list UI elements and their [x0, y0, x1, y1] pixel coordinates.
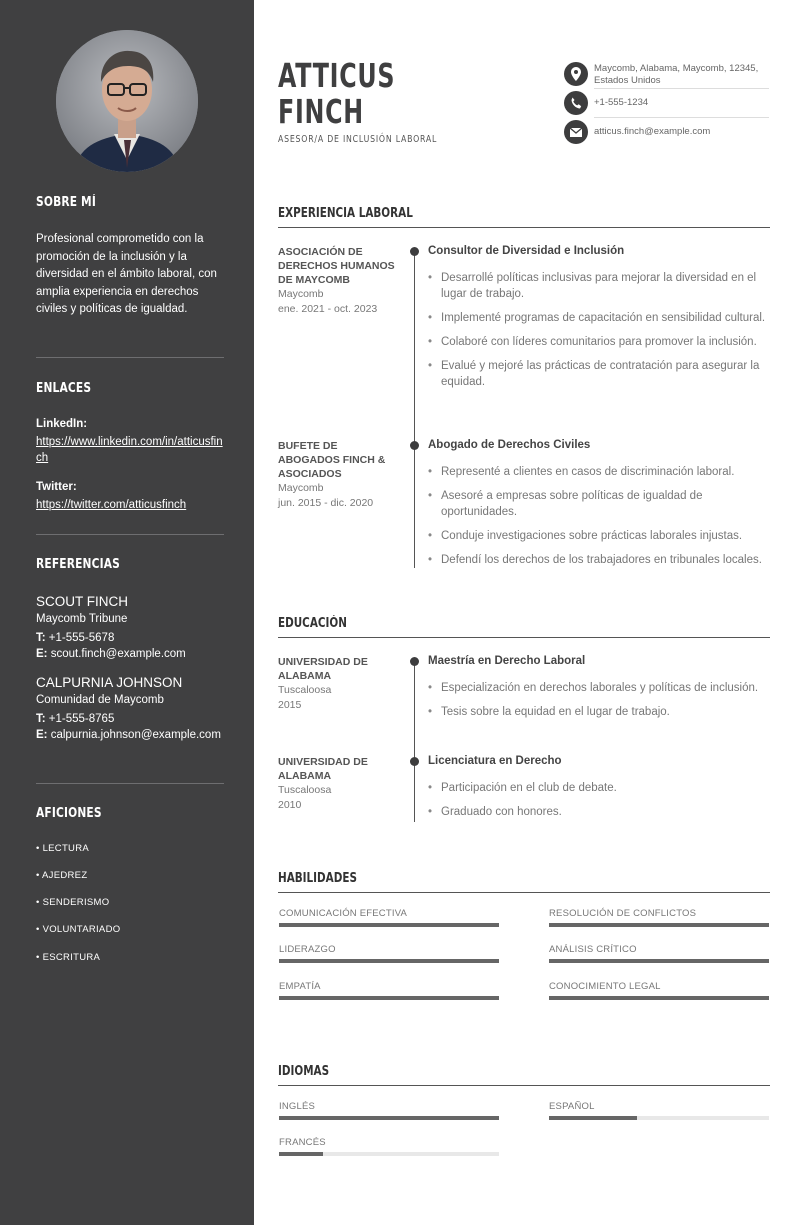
skill-item: [549, 981, 769, 992]
skill-item: [279, 981, 499, 992]
languages-heading: IDIOMAS: [278, 1064, 330, 1079]
phone-label: T:: [36, 713, 46, 725]
degree-title: Maestría en Derecho Laboral: [428, 655, 586, 667]
bullet-item: • Conduje investigaciones sobre prácticas laborales injustas.: [428, 528, 768, 544]
education-org: [278, 755, 396, 813]
divider: [594, 88, 769, 89]
degree-bullets: [428, 780, 768, 828]
skill-bar: [279, 959, 499, 963]
experience-org: [278, 439, 396, 511]
timeline-line: [414, 252, 415, 568]
section-rule: [278, 637, 770, 638]
skill-bar: [549, 959, 769, 963]
section-rule: [278, 892, 770, 893]
phone-icon: [564, 91, 588, 115]
reference-item: [36, 674, 224, 743]
timeline-dot: [410, 757, 419, 766]
email-icon: [564, 120, 588, 144]
language-bar: [549, 1116, 769, 1120]
reference-phone-line: [36, 711, 224, 727]
language-item: [279, 1101, 499, 1112]
skill-item: [549, 944, 769, 955]
bullet-item: • Implementé programas de capacitación en sensibilidad cultural.: [428, 310, 768, 326]
language-bar-fill: [549, 1116, 637, 1120]
skills-heading: HABILIDADES: [278, 871, 357, 886]
hobby-item: • SENDERISMO: [36, 897, 110, 908]
language-item: [549, 1101, 769, 1112]
phone-text: +1-555-1234: [594, 97, 649, 108]
skill-bar: [279, 996, 499, 1000]
hobby-item: • ESCRITURA: [36, 952, 101, 963]
skill-bar-fill: [279, 959, 499, 963]
first-name: ATTICUS: [278, 56, 396, 95]
job-title: ASESOR/A DE INCLUSIÓN LABORAL: [278, 134, 438, 145]
timeline-dot: [410, 441, 419, 450]
timeline-dot: [410, 657, 419, 666]
experience-org: [278, 245, 396, 317]
divider: [36, 783, 224, 784]
role-bullets: [428, 270, 768, 398]
org-dates: jun. 2015 - dic. 2020: [278, 497, 374, 509]
language-item: [279, 1137, 499, 1148]
bullet-item: • Evalué y mejoré las prácticas de contratación para asegurar la equidad.: [428, 358, 768, 390]
language-bar: [279, 1152, 499, 1156]
links-heading: ENLACES: [36, 381, 92, 396]
org-location: Maycomb: [278, 482, 324, 494]
language-bar: [279, 1116, 499, 1120]
reference-email: scout.finch@example.com: [50, 648, 186, 660]
section-rule: [278, 1085, 770, 1086]
bullet-item: • Colaboré con líderes comunitarios para promover la inclusión.: [428, 334, 768, 350]
skill-name: EMPATÍA: [279, 981, 321, 992]
role-title: Consultor de Diversidad e Inclusión: [428, 245, 625, 257]
timeline-dot: [410, 247, 419, 256]
skill-item: [279, 908, 499, 919]
link-linkedin: [36, 416, 224, 466]
skill-bar-fill: [279, 996, 499, 1000]
twitter-link[interactable]: https://twitter.com/atticusfinch: [36, 498, 187, 511]
role-bullets: [428, 464, 768, 576]
org-dates: 2015: [278, 699, 302, 711]
references-heading: REFERENCIAS: [36, 557, 120, 572]
bullet-item: • Especialización en derechos laborales y políticas de inclusión.: [428, 680, 768, 696]
last-name: FINCH: [278, 92, 364, 131]
org-location: Tuscaloosa: [278, 784, 332, 796]
org-dates: 2010: [278, 799, 302, 811]
language-name: ESPAÑOL: [549, 1101, 595, 1112]
reference-email-line: [36, 646, 224, 662]
section-rule: [278, 227, 770, 228]
bullet-item: • Representé a clientes en casos de discriminación laboral.: [428, 464, 768, 480]
language-name: FRANCÉS: [279, 1137, 326, 1148]
org-name: BUFETE DE ABOGADOS FINCH & ASOCIADOS: [278, 440, 386, 480]
skill-bar: [549, 923, 769, 927]
about-text: Profesional comprometido con la promoción de la inclusión y la diversidad en el ámbito laboral, con amplia experiencia en derechos civiles y políticas de igualdad.: [36, 233, 217, 315]
hobby-item: • AJEDREZ: [36, 870, 88, 881]
sidebar: [0, 0, 254, 1225]
reference-phone: +1-555-5678: [48, 632, 115, 644]
language-bar-fill: [279, 1116, 499, 1120]
candidate-name: [278, 58, 395, 130]
link-label: Twitter:: [36, 481, 77, 493]
org-location: Tuscaloosa: [278, 684, 332, 696]
linkedin-link[interactable]: https://www.linkedin.com/in/atticusfinch: [36, 435, 223, 464]
skill-bar-fill: [549, 996, 769, 1000]
degree-bullets: [428, 680, 768, 728]
skill-bar-fill: [279, 923, 499, 927]
bullet-item: • Defendí los derechos de los trabajadores en tribunales locales.: [428, 552, 768, 568]
education-heading: EDUCACIÓN: [278, 616, 347, 631]
skill-name: CONOCIMIENTO LEGAL: [549, 981, 661, 992]
skill-item: [279, 944, 499, 955]
bullet-item: • Asesoré a empresas sobre políticas de igualdad de oportunidades.: [428, 488, 768, 520]
skill-item: [549, 908, 769, 919]
hobby-item: • LECTURA: [36, 843, 90, 854]
reference-phone-line: [36, 630, 224, 646]
location-pin-icon: [564, 62, 588, 86]
email-text[interactable]: atticus.finch@example.com: [594, 126, 711, 137]
reference-name: SCOUT FINCH: [36, 594, 129, 609]
org-name: ASOCIACIÓN DE DERECHOS HUMANOS DE MAYCOMB: [278, 246, 395, 286]
link-label: LinkedIn:: [36, 418, 88, 430]
reference-email-line: [36, 727, 224, 743]
skill-bar-fill: [549, 923, 769, 927]
phone-label: T:: [36, 632, 46, 644]
org-dates: ene. 2021 - oct. 2023: [278, 303, 378, 315]
hobby-item: • VOLUNTARIADO: [36, 924, 121, 935]
degree-title: Licenciatura en Derecho: [428, 755, 562, 767]
language-name: INGLÉS: [279, 1101, 316, 1112]
email-label: E:: [36, 729, 48, 741]
skill-name: ANÁLISIS CRÍTICO: [549, 944, 637, 955]
email-label: E:: [36, 648, 48, 660]
bullet-item: • Participación en el club de debate.: [428, 780, 768, 796]
org-name: UNIVERSIDAD DE ALABAMA: [278, 656, 368, 682]
reference-org: Maycomb Tribune: [36, 613, 128, 625]
bullet-item: • Graduado con honores.: [428, 804, 768, 820]
skill-bar: [549, 996, 769, 1000]
link-twitter: [36, 479, 224, 513]
skill-bar-fill: [549, 959, 769, 963]
reference-item: [36, 593, 224, 662]
role-title: Abogado de Derechos Civiles: [428, 439, 591, 451]
experience-heading: EXPERIENCIA LABORAL: [278, 206, 413, 221]
hobbies-heading: AFICIONES: [36, 806, 102, 821]
org-name: UNIVERSIDAD DE ALABAMA: [278, 756, 368, 782]
education-org: [278, 655, 396, 713]
language-bar-fill: [279, 1152, 323, 1156]
timeline-line: [414, 662, 415, 822]
profile-photo: [56, 30, 198, 172]
bullet-item: • Desarrollé políticas inclusivas para mejorar la diversidad en el lugar de trabajo.: [428, 270, 768, 302]
skill-name: COMUNICACIÓN EFECTIVA: [279, 908, 408, 919]
skill-bar: [279, 923, 499, 927]
bullet-item: • Tesis sobre la equidad en el lugar de trabajo.: [428, 704, 768, 720]
skill-name: RESOLUCIÓN DE CONFLICTOS: [549, 908, 697, 919]
reference-phone: +1-555-8765: [48, 713, 115, 725]
address-text: Maycomb, Alabama, Maycomb, 12345, Estados Unidos: [594, 63, 759, 86]
skill-name: LIDERAZGO: [279, 944, 336, 955]
org-location: Maycomb: [278, 288, 324, 300]
reference-name: CALPURNIA JOHNSON: [36, 675, 183, 690]
divider: [36, 357, 224, 358]
about-heading: SOBRE MÍ: [36, 195, 96, 210]
divider: [36, 534, 224, 535]
divider: [594, 117, 769, 118]
reference-email: calpurnia.johnson@example.com: [50, 729, 221, 741]
reference-org: Comunidad de Maycomb: [36, 694, 164, 706]
